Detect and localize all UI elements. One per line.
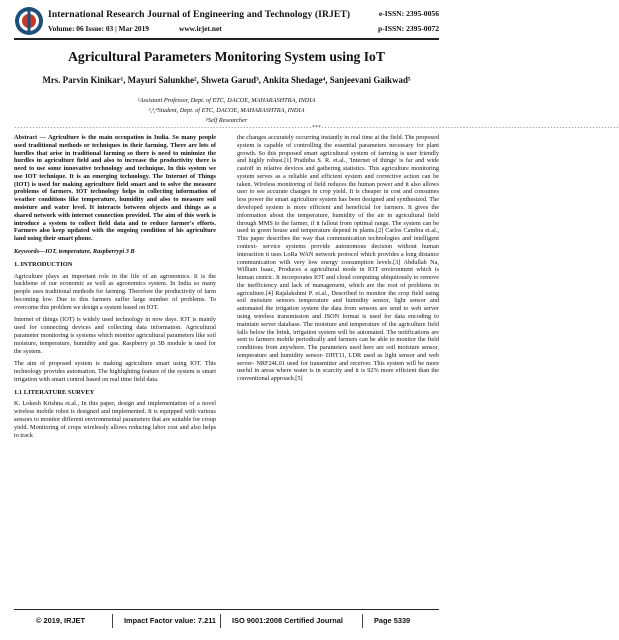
keywords: Keywords—IOT, temperature, Raspberrypi 3 B xyxy=(14,247,135,255)
footer-divider-1 xyxy=(112,614,113,628)
journal-url[interactable]: www.irjet.net xyxy=(179,24,222,33)
literature-survey-heading: 1.1 LITERATURE SURVEY xyxy=(14,388,95,396)
left-column xyxy=(14,134,216,604)
affiliation-1: ¹Assistant Professor, Dept. of ETC, DACOE, MAHARASHTRA, INDIA xyxy=(137,97,316,104)
iso-certification: ISO 9001:2008 Certified Journal xyxy=(232,616,343,625)
author-list: Mrs. Parvin Kinikar¹, Mayuri Salunkhe², Shweta Garud³, Ankita Shedage⁴, Sanjeevani Gaikwad⁵ xyxy=(42,75,411,85)
impact-factor: Impact Factor value: 7.211 xyxy=(124,616,217,625)
footer-divider-3 xyxy=(362,614,363,628)
p-issn: p-ISSN: 2395-0072 xyxy=(378,24,439,33)
abstract: Abstract — Agriculture is the main occupation in India. So many people used traditional methods or techniques in their farming. There are lots of hurdles that arise in traditional farming so there is need to minimize the hurdles in agriculture field and also to increase the productivity there is need to use some innovative technology and technique. In this system we use IOT technique. It is an emerging technology. The Internet of Things (IOT) is used for making agriculture field smart and to solve the measure problems of farmers. IOT technology helps in collecting information of weather conditions like temperature, humidity and also to measure soil moisture and water level. It interacts between objects and things as a shared network with internet connection provided. The aim of this work is introduce a system to collect field data and to reduce farmer's efforts. Farmers also keep updated with the ongoing condition of his agriculture land using their smart phone. xyxy=(14,134,216,243)
survey-paragraph-1: K. Lokesh Krishna et.al., In this paper, design and implementation of a novel wireless mobile robot is designed and implemented. It is equipped with various sensors to monitor different environmental parameters that are suitable for croup yield. Monitoring of crops wirelessly allows reducing labor cost and also helps to track xyxy=(14,400,216,439)
intro-heading: 1. INTRODUCTION xyxy=(14,260,73,268)
page-footer xyxy=(14,614,439,630)
irjet-logo-icon xyxy=(14,6,44,36)
copyright: © 2019, IRJET xyxy=(36,616,85,625)
affiliation-3: ⁵Self Researcher xyxy=(205,117,248,124)
journal-title: International Research Journal of Engineering and Technology (IRJET) xyxy=(48,9,351,20)
section-separator: ---------------------------------------------------------------------------------------------------***--------------------------------------------------------------------------------------------------- xyxy=(14,125,619,131)
footer-divider xyxy=(14,609,439,610)
affiliation-2: ²,³,⁴Student, Dept. of ETC, DACOE, MAHARASHTRA, INDIA xyxy=(148,107,305,114)
intro-paragraph-2: Internet of things (IOT) is widely used technology in now days. IOT is mainly used for connecting devices and collecting data information. Agricultural parameter monitoring is systems which monitor agricultural parameters like soil moisture, temperature, humidity and gas. Raspberry pi 3B module is used for the system. xyxy=(14,316,216,355)
right-column xyxy=(237,134,439,604)
journal-header xyxy=(14,6,439,40)
header-divider xyxy=(14,38,439,40)
page-number: Page 5339 xyxy=(374,616,411,625)
footer-divider-2 xyxy=(220,614,221,628)
intro-paragraph-3: The aim of proposed system is making agriculture smart using IOT. This technology provides automation. The highlighting feature of the system is smart irrigation with smart control based on real time field data. xyxy=(14,360,216,383)
volume-issue: Volume: 06 Issue: 03 | Mar 2019 xyxy=(48,24,149,33)
paper-title: Agricultural Parameters Monitoring System using IoT xyxy=(68,49,385,64)
intro-paragraph-1: Agriculture plays an important role in the life of an agronomics. It is the backbone of our economic as well as agronomics system. In India so many people uses traditional methods for farming. Therefore the productivity of farm becoming low. Due to this farmers suffer large number of problems. To overcome this problem we design a system based on IOT. xyxy=(14,272,216,311)
survey-paragraph-2: the changes accurately occurring instantly in real time at the field. The proposed system is capable of controlling the essential parameters necessary for plant growth. So this proposed smart agricultural system of farming is user friendly and highly robust.[1] Prathiba S. R. et.al., 'Internet of things' is far and wide castoff in relative devices and gathering statistics. This agriculture monitoring system serves as a reliable and efficient system and corrective action can be taken. Wireless monitoring of field reduces the human power and it also allows user to see accurate changes in crop yield. It is cheaper in cost and consumes less power the smart agriculture system has been designed and synthesized. The developed system is more efficient and beneficial for farmers. It gives the information about the temperature, humidity of the air in agricultural field through MMS to the farmer, if it fallout from optimal range. The system can be used in green house and temperature depend in plants.[2] Carlos Cambra et.al., This paper describes the way that communication technologies and intelligent context- service systems provide autonomous decision without human interaction it uses LoRa WAN network protocol which provides a long distance communication with very low energy consumption levels.[3] Abdullah Na, William Isaac, Produces a agricultural mode in IOT environment which is human centric. It incorporates IOT and cloud computing ubiquitously to remove the inefficiency and lack of management, which are the root of problems in agriculture.[4] Rajalakshmi P. et.al., Described to monitor the crop field using soil moisture sensors temperature and humidity sensor, light sensor and automated the irrigation system the data from sensors are send to web server using wireless transmission and JSON format is used for data encoding to maintain server database. The moisture and temperature of the agriculture field falls below the brink, irrigation system will be automated. The notifications are sent to farmers mobile periodically and farmers can be able to monitor the field conditions from anywhere. The parameters used here are soil moisture sensor, temperature and humidity sensor- DHT11, LDR used as light sensor and web server- NRF24L01 used for transmitter and receiver. This system will be more useful in areas where water is in scarcity and it is 92% more efficient than the conventional approach.[5] xyxy=(237,134,439,383)
e-issn: e-ISSN: 2395-0056 xyxy=(378,9,439,18)
